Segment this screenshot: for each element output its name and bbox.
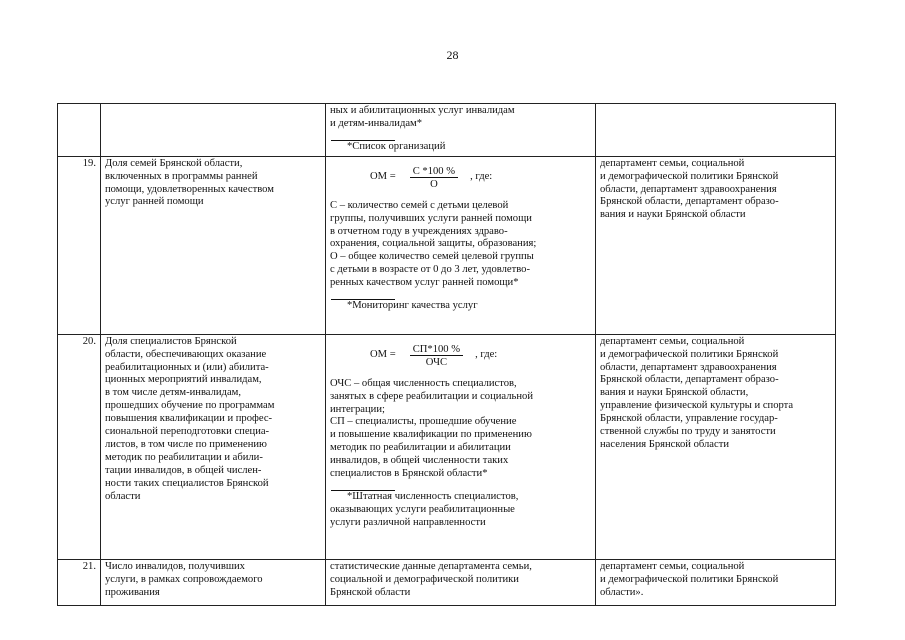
cell-method	[326, 104, 596, 157]
cell-responsible	[596, 559, 836, 605]
method-text: ОЧС – общая численность специалистов, занятых в сфере реабилитации и социальной интеграции; СП – специалисты, прошедшие обучение и повышение квалификации по применению методик по реабилитации и абилитации инвалидов, в общей численности таких специалистов в Брянской области*	[330, 377, 533, 480]
cell-responsible	[596, 334, 836, 559]
formula-denominator: О	[430, 178, 438, 190]
formula-numerator: СП*100 %	[410, 344, 463, 356]
footnote: *Список организаций	[347, 140, 446, 152]
formula	[370, 344, 591, 368]
cell-indicator-name	[101, 334, 326, 559]
formula-numerator: С *100 %	[410, 166, 458, 178]
cell-indicator-name	[101, 104, 326, 157]
row-number: 20.	[58, 334, 101, 559]
cell-indicator-name	[101, 156, 326, 334]
formula-suffix: , где:	[470, 171, 493, 183]
row-number: 19.	[58, 156, 101, 334]
cell-number	[58, 104, 101, 157]
cell-method	[326, 559, 596, 605]
method-text: С – количество семей с детьми целевой группы, получивших услуги ранней помощи в отчетном году в учреждениях здраво- охранения, социальной защиты, образования; О – общее количество семей целевой группы с детьми в возрасте от 0 до 3 лет, удовлетво- ренных качеством услуг ранней помощи*	[330, 199, 537, 289]
indicators-table	[57, 103, 836, 606]
cell-method	[326, 156, 596, 334]
row-number: 21.	[58, 559, 101, 605]
cell-indicator-name	[101, 559, 326, 605]
page-number: 28	[446, 48, 459, 62]
formula-lhs: ОМ =	[370, 349, 396, 361]
indicator-name: Число инвалидов, получивших услуги, в рамках сопровождаемого проживания	[105, 560, 263, 598]
footnote: *Мониторинг качества услуг	[347, 300, 478, 312]
formula-denominator: ОЧС	[425, 356, 448, 368]
formula-fraction	[410, 344, 463, 368]
responsible-text: департамент семьи, социальной и демографической политики Брянской области».	[600, 560, 779, 598]
formula-lhs: ОМ =	[370, 171, 396, 183]
formula	[370, 166, 591, 190]
indicator-name: Доля семей Брянской области, включенных в программы ранней помощи, удовлетворенных качеством услуг ранней помощи	[105, 157, 274, 208]
table-row-21	[58, 559, 836, 605]
table-row-19	[58, 156, 836, 334]
method-text: статистические данные департамента семьи, социальной и демографической политики Брянской области	[330, 560, 532, 598]
indicator-name: Доля специалистов Брянской области, обеспечивающих оказание реабилитационных и (или) абилита- ционных мероприятий инвалидам, в том числе детям-инвалидам, прошедших обучение по программам повышения квалификации и профес- сиональной переподготовки специа- листов, в том числе по применению методик по реабилитации и абили- тации инвалидов, в общей числен- ности таких специалистов Брянской области	[105, 335, 275, 502]
responsible-text: департамент семьи, социальной и демографической политики Брянской области, департамент здравоохранения Брянской области, департамент образо- вания и науки Брянской области, управление физической культуры и спорта Брянской области, управление государ- ственной службы по труду и занятости населения Брянской области	[600, 335, 794, 450]
cell-method	[326, 334, 596, 559]
method-text: ных и абилитационных услуг инвалидам и детям-инвалидам*	[330, 105, 515, 129]
formula-fraction	[410, 166, 458, 190]
table-row-20	[58, 334, 836, 559]
cell-responsible	[596, 104, 836, 157]
formula-suffix: , где:	[475, 349, 498, 361]
responsible-text: департамент семьи, социальной и демографической политики Брянской области, департамент здравоохранения Брянской области, департамент образо- вания и науки Брянской области	[600, 157, 779, 221]
footnote: *Штатная численность специалистов, оказывающих услуги реабилитационные услуги различной направленности	[330, 490, 519, 528]
table-row-continuation	[58, 104, 836, 157]
cell-responsible	[596, 156, 836, 334]
